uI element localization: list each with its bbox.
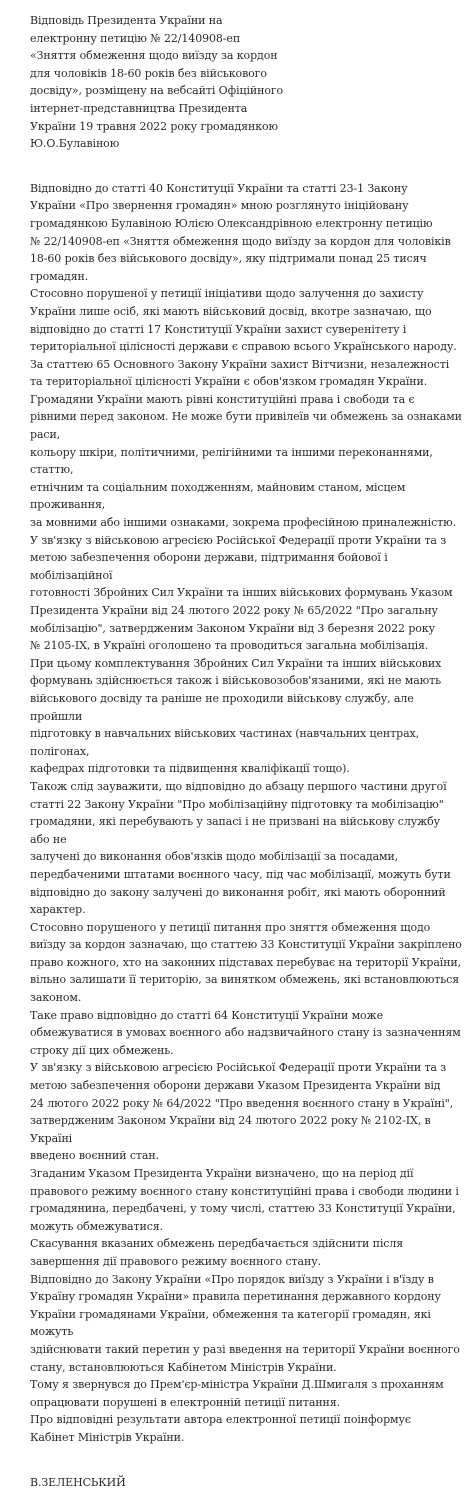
body-line: мобілізацію", затвердженим Законом України від 3 березня 2022 року [30,620,462,638]
body-line: право кожного, хто на законних підставах перебуває на території України, [30,954,462,972]
body-line: характер. [30,901,462,919]
body-line: та територіальної цілісності України є обов'язком громадян України. [30,373,462,391]
body-line: строку дії цих обмежень. [30,1042,462,1060]
body-line: затвердженим Законом України від 24 лютого 2022 року № 2102-IX, в Україні [30,1112,462,1147]
body-line: формувань здійснюється також і військовозобов'язаними, які не мають [30,672,462,690]
body-line: Тому я звернувся до Прем'єр-міністра України Д.Шмигаля з проханням [30,1376,462,1394]
body-line: можуть обмежуватися. [30,1218,462,1236]
body-line: територіальної цілісності держави є справою всього Українського народу. [30,338,462,356]
body-line: громадянкою Булавіною Юлією Олександрівною електронну петицію [30,215,462,233]
body-line: відповідно до закону залучені до виконання робіт, які мають оборонний [30,884,462,902]
signature: В.ЗЕЛЕНСЬКИЙ [30,1474,462,1491]
body-line: За статтею 65 Основного Закону України захист Вітчизни, незалежності [30,356,462,374]
body-line: метою забезпечення оборони держави Указом Президента України від [30,1077,462,1095]
body-line: стану, встановлюються Кабінетом Міністрів України. [30,1359,462,1377]
body-line: Кабінет Міністрів України. [30,1429,462,1447]
body-line: введено воєнний стан. [30,1147,462,1165]
body-line: виїзду за кордон зазначаю, що статтею 33 Конституції України закріплено [30,936,462,954]
header-line: інтернет-представництва Президента [30,100,462,118]
document-body [30,180,462,1447]
body-line: Президента України від 24 лютого 2022 року № 65/2022 "Про загальну [30,602,462,620]
body-line: Скасування вказаних обмежень передбачається здійснити після [30,1235,462,1253]
document-header [30,12,462,153]
body-line: відповідно до статті 17 Конституції України захист суверенітету і [30,321,462,339]
body-line: У зв'язку з військовою агресією Російської Федерації проти України та з [30,532,462,550]
body-line: громадяни, які перебувають у запасі і не призвані на військову службу або не [30,813,462,848]
body-line: рівними перед законом. Не може бути привілеїв чи обмежень за ознаками раси, [30,408,462,443]
body-line: України громадянами України, обмеження та категорії громадян, які можуть [30,1306,462,1341]
body-line: 18-60 років без військового досвіду», яку підтримали понад 25 тисяч [30,250,462,268]
body-line: опрацювати порушені в електронній петиції питання. [30,1394,462,1412]
body-line: законом. [30,989,462,1007]
body-line: кафедрах підготовки та підвищення кваліфікації тощо). [30,760,462,778]
body-line: Згаданим Указом Президента України визначено, що на період дії [30,1165,462,1183]
body-line: Україну громадян України» правила перетинання державного кордону [30,1288,462,1306]
body-line: статті 22 Закону України "Про мобілізаційну підготовку та мобілізацію" [30,796,462,814]
body-line: Стосовно порушеної у петиції ініціативи щодо залучення до захисту [30,285,462,303]
body-line: № 2105-IX, в Україні оголошено та проводиться загальна мобілізація. [30,637,462,655]
body-line: кольору шкіри, політичними, релігійними та іншими переконаннями, статтю, [30,444,462,479]
body-line: вільно залишати її територію, за винятком обмежень, які встановлюються [30,971,462,989]
body-line: Таке право відповідно до статті 64 Конституції України може [30,1007,462,1025]
header-line: Ю.О.Булавіною [30,135,462,153]
body-line: Про відповідні результати автора електронної петиції поінформує [30,1411,462,1429]
body-line: Відповідно до статті 40 Конституції України та статті 23-1 Закону [30,180,462,198]
body-line: Стосовно порушеного у петиції питання про зняття обмеження щодо [30,919,462,937]
body-line: готовності Збройних Сил України та інших військових формувань Указом [30,584,462,602]
body-line: завершення дії правового режиму воєнного стану. [30,1253,462,1271]
body-line: передбаченими штатами воєнного часу, під час мобілізації, можуть бути [30,866,462,884]
body-line: При цьому комплектування Збройних Сил України та інших військових [30,655,462,673]
body-line: здійснювати такий перетин у разі введення на території України воєнного [30,1341,462,1359]
body-line: громадян. [30,268,462,286]
header-line: для чоловіків 18-60 років без військового [30,65,462,83]
body-line: обмежуватися в умовах воєнного або надзвичайного стану із зазначенням [30,1024,462,1042]
body-line: Відповідно до Закону України «Про порядок виїзду з України і в'їзду в [30,1271,462,1289]
body-line: метою забезпечення оборони держави, підтримання бойової і мобілізаційної [30,549,462,584]
body-line: 24 лютого 2022 року № 64/2022 "Про введення воєнного стану в Україні", [30,1095,462,1113]
body-line: залучені до виконання обов'язків щодо мобілізації за посадами, [30,848,462,866]
body-line: правового режиму воєнного стану конституційні права і свободи людини і [30,1183,462,1201]
body-line: підготовку в навчальних військових частинах (навчальних центрах, полігонах, [30,725,462,760]
body-line: Також слід зауважити, що відповідно до абзацу першого частини другої [30,778,462,796]
body-line: України «Про звернення громадян» мною розглянуто ініційовану [30,197,462,215]
header-line: «Зняття обмеження щодо виїзду за кордон [30,47,462,65]
header-line: електронну петицію № 22/140908-еп [30,30,462,48]
header-line: досвіду», розміщену на вебсайті Офіційного [30,82,462,100]
body-line: Громадяни України мають рівні конституційні права і свободи та є [30,391,462,409]
body-line: військового досвіду та раніше не проходили військову службу, але пройшли [30,690,462,725]
body-line: України лише осіб, які мають військовий досвід, вкотре зазначаю, що [30,303,462,321]
header-line: Відповідь Президента України на [30,12,462,30]
body-line: за мовними або іншими ознаками, зокрема професійною приналежністю. [30,514,462,532]
body-line: громадянина, передбачені, у тому числі, статтею 33 Конституції України, [30,1200,462,1218]
body-line: етнічним та соціальним походженням, майновим станом, місцем проживання, [30,479,462,514]
body-line: № 22/140908-еп «Зняття обмеження щодо виїзду за кордон для чоловіків [30,233,462,251]
header-line: України 19 травня 2022 року громадянкою [30,118,462,136]
body-line: У зв'язку з військовою агресією Російської Федерації проти України та з [30,1059,462,1077]
